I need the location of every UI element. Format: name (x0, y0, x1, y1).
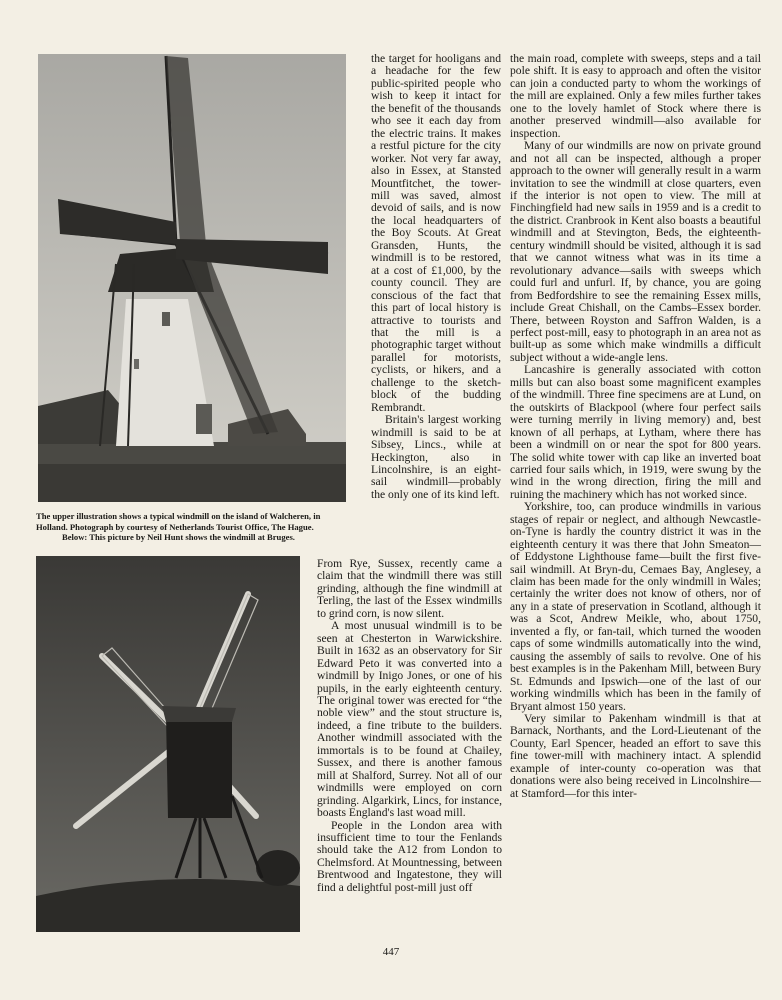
paragraph: A most unusual windmill is to be seen at Chesterton in Warwickshire. Built in 1632 as an observatory for Sir Edward Peto it was converted into a windmill by Inigo Jones, or one of his pupils, in the early eighteenth century. The original tower was erected for “the noble view” and the stout structure is, indeed, a fine tribute to the builders. Another windmill associated with the immortals is to be found at Chailey, Sussex, and there is another famous mill at Shalford, Surrey. Not all of our windmills were employed on corn grinding. Algarkirk, Lincs, for instance, boasts England's last woad mill. (317, 619, 502, 820)
paragraph: People in the London area with insufficient time to tour the Fenlands should take the A12 from London to Chelmsford. At Mountnessing, between Brentwood and Ingatestone, they will find a delightful post-mill just off (317, 818, 502, 894)
caption-top: The upper illustration shows a typical windmill on the island of Walcheren, in Holland. Photograph by courtesy of Netherlands Tourist Office, The Hague. (36, 511, 321, 532)
paragraph: Yorkshire, too, can produce windmills in various stages of repair or neglect, and although Newcastle-on-Tyne is hardly the country district it was in the eighteenth century it was there that John Smeaton—of Eddystone Lighthouse fame—built the first five-sail windmill. At Bryn-du, Cemaes Bay, Anglesey, a claim has been made for the only windmill in Wales; certainly the writer does not know of others, nor of any in a state of preservation in Scotland, although it was a Scot, Andrew Meikle, who, about 1750, invented a fly, or fan-tail, which turned the wooden caps of some windmills automatically into the wind, causing the assembly of sails to revolve. One of his best examples is in the Pakenham Mill, between Bury St. Edmunds and Ipswich—one of the last of our working windmills which has been in the family of Bryant almost 150 years. (510, 500, 761, 713)
bruges-windmill-photo (36, 556, 300, 932)
paragraph: Very similar to Pakenham windmill is that at Barnack, Northants, and the Lord-Lieutenant of the County, Earl Spencer, headed an effort to save this fine tower-mill with machinery intact. A splendid example of inter-county co-operation was that donations were also being received in Lincolnshire—at Stamford—for this inter- (510, 712, 761, 800)
paragraph: the target for hooligans and a headache for the few public-spirited people who wish to keep it intact for the benefit of the thousands who see it each day from the electric trains. It makes a restful picture for the city worker. Not very far away, also in Essex, at Stansted Mountfitchet, the tower-mill was saved, almost devoid of sails, and is now the local headquarters of the Boy Scouts. At Great Gransden, Hunts, the windmill is to be restored, at a cost of £1,000, by the county council. They are conscious of the fact that this part of local history is attractive to tourists and that the mill is a photographic target without parallel for motorists, cyclists, or hikers, and a challenge to the sketch-block of the budding Rembrandt. (371, 52, 501, 414)
paragraph: Many of our windmills are now on private ground and not all can be inspected, although a proper approach to the owner will generally result in a warm invitation to see the windmill at close quarters, even if the interior is not open to view. The mill at Finchingfield had new sails in 1959 and is a credit to the district. Cranbrook in Kent also boasts a beautiful windmill and at Stevington, Beds, the eighteenth-century windmill should be visited, although it is sad that we cannot witness what was in its time a revolutionary advance—sails with sweeps which could furl and unfurl. If, by chance, you are going from Bedfordshire to see the remaining Essex mills, include Great Chishall, on the Cambs–Essex border. There, between Royston and Saffron Walden, is a perfect post-mill, easy to photograph in an area not as built-up as some which make windmills a difficult subject without a wide-angle lens. (510, 139, 761, 364)
caption-bottom: Below: This picture by Neil Hunt shows the windmill at Bruges. (62, 532, 295, 543)
paragraph: the main road, complete with sweeps, steps and a tail pole shift. It is easy to approach and often the visitor can join a conducted party to whom the workings of the mill are explained. Only a few miles further takes one to the lovely hamlet of Stock where there is another preserved windmill—also available for inspection. (510, 52, 761, 140)
paragraph: Lancashire is generally associated with cotton mills but can also boast some magnificent examples of the windmill. Three fine specimens are at Lund, on the outskirts of Blackpool (where four perfect sails were turning merrily in living memory) and, best known of all perhaps, at Lytham, where there has been a windmill on or near the spot for 800 years. The solid white tower with cap like an inverted boat carried four sails which, in 1919, were swung by the wind in the wrong direction, firing the mill and ruining the machinery which has not worked since. (510, 363, 761, 501)
paragraph: Britain's largest working windmill is said to be at Sibsey, Lincs., while at Heckington, also in Lincolnshire, is an eight-sail windmill—probably the only one of its kind left. (371, 413, 501, 501)
photo-caption (36, 511, 352, 543)
text-column-1-continued (317, 558, 502, 894)
text-column-2 (510, 53, 761, 800)
page-number: 447 (382, 946, 400, 958)
walcheren-windmill-photo (38, 54, 346, 502)
paragraph: From Rye, Sussex, recently came a claim that the windmill there was still grinding, although the fine windmill at Terling, the last of the Essex windmills to grind corn, is now silent. (317, 557, 502, 620)
text-column-1 (371, 53, 501, 501)
